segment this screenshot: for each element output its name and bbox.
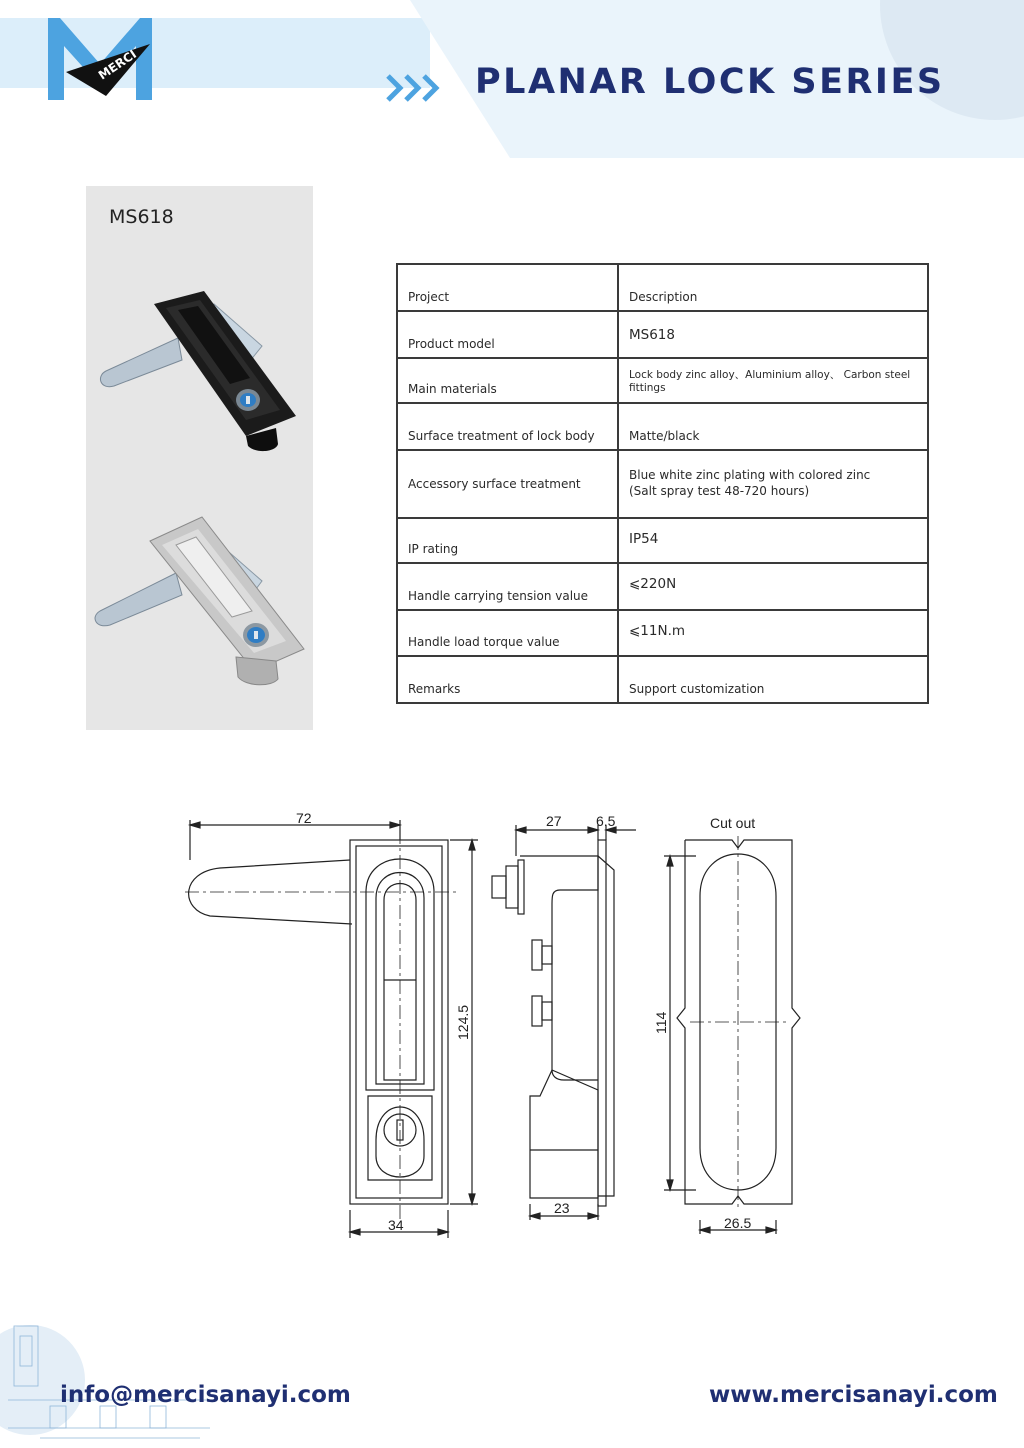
chevrons-icon <box>384 70 444 106</box>
product-photo-panel <box>86 186 313 730</box>
row-value: Description <box>618 264 928 311</box>
technical-drawing <box>180 800 820 1250</box>
table-row <box>397 264 928 311</box>
cutout-view <box>653 815 800 1234</box>
page-title: PLANAR LOCK SERIES <box>475 62 945 102</box>
logo-brand-text: MERCI <box>95 47 140 83</box>
row-value: MS618 <box>618 311 928 358</box>
dim-label-114: 114 <box>653 1011 669 1034</box>
table-row <box>397 311 928 358</box>
spec-table <box>396 263 929 704</box>
merci-logo <box>46 16 154 102</box>
side-view <box>492 813 636 1220</box>
table-row <box>397 563 928 610</box>
dim-label-34: 34 <box>388 1217 404 1233</box>
table-row <box>397 450 928 518</box>
table-row <box>397 358 928 403</box>
footer-website-link[interactable]: www.mercisanayi.com <box>709 1382 998 1408</box>
row-value-line1: Blue white zinc plating with colored zinc <box>629 468 871 483</box>
table-row <box>397 610 928 656</box>
row-value-line2: (Salt spray test 48-720 hours) <box>629 484 810 498</box>
dim-label-72: 72 <box>296 810 312 826</box>
dim-label-26-5: 26.5 <box>724 1215 752 1231</box>
row-label: Handle load torque value <box>397 610 618 656</box>
table-row <box>397 518 928 563</box>
dim-label-6-5: 6.5 <box>596 813 616 829</box>
black-lock-photo <box>86 286 313 461</box>
row-value: Matte/black <box>618 403 928 450</box>
row-value: Lock body zinc alloy、Aluminium alloy、 Carbon steel fittings <box>618 358 928 403</box>
cutout-label: Cut out <box>710 815 756 831</box>
row-label: Handle carrying tension value <box>397 563 618 610</box>
row-label: Project <box>397 264 618 311</box>
dim-label-27: 27 <box>546 813 562 829</box>
row-value: ⩽220N <box>618 563 928 610</box>
dim-label-124-5: 124.5 <box>455 1004 471 1040</box>
dim-label-23: 23 <box>554 1200 570 1216</box>
row-value <box>618 450 928 518</box>
row-value: Support customization <box>618 656 928 703</box>
row-label: Main materials <box>397 358 618 403</box>
row-value: ⩽11N.m <box>618 610 928 656</box>
footer-blueprint-decoration <box>0 1310 220 1448</box>
silver-lock-photo <box>86 511 313 691</box>
row-label: Remarks <box>397 656 618 703</box>
row-label: Surface treatment of lock body <box>397 403 618 450</box>
model-label: MS618 <box>109 206 174 228</box>
row-value: IP54 <box>618 518 928 563</box>
row-label: Accessory surface treatment <box>397 450 618 518</box>
footer-email-link[interactable]: info@mercisanayi.com <box>60 1382 351 1408</box>
table-row <box>397 656 928 703</box>
front-view <box>185 810 478 1238</box>
row-label: Product model <box>397 311 618 358</box>
row-label: IP rating <box>397 518 618 563</box>
table-row <box>397 403 928 450</box>
